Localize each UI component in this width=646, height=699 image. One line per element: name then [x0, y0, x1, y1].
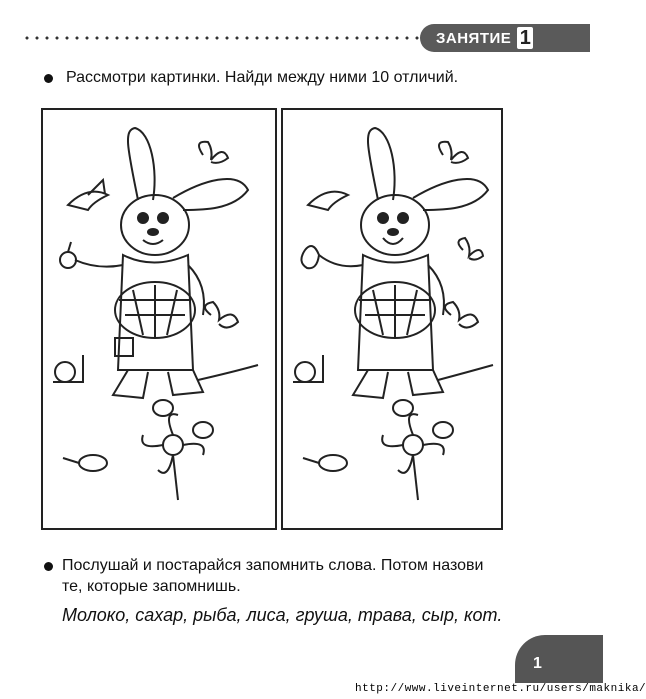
lesson-number: 1	[517, 27, 533, 49]
word-list: Молоко, сахар, рыба, лиса, груша, трава, сыр, кот.	[62, 605, 503, 625]
task2-line2: те, которые запомнишь.	[62, 578, 241, 595]
bunny-drawing-right	[283, 110, 501, 528]
bullet-1	[44, 74, 53, 83]
task2-line1: Послушай и постарайся запомнить слова. Потом назови	[62, 557, 484, 574]
bullet-2	[44, 562, 53, 571]
picture-right	[281, 108, 503, 530]
picture-left	[41, 108, 277, 530]
page-number: 1	[533, 655, 542, 672]
lesson-label: ЗАНЯТИЕ	[436, 29, 512, 47]
dotted-rule	[22, 36, 422, 40]
bunny-drawing-left	[43, 110, 275, 528]
watermark-url: http://www.liveinternet.ru/users/maknika/	[355, 683, 646, 695]
task1-text: Рассмотри картинки. Найди между ними 10 отличий.	[66, 69, 459, 86]
lesson-badge	[420, 24, 590, 52]
